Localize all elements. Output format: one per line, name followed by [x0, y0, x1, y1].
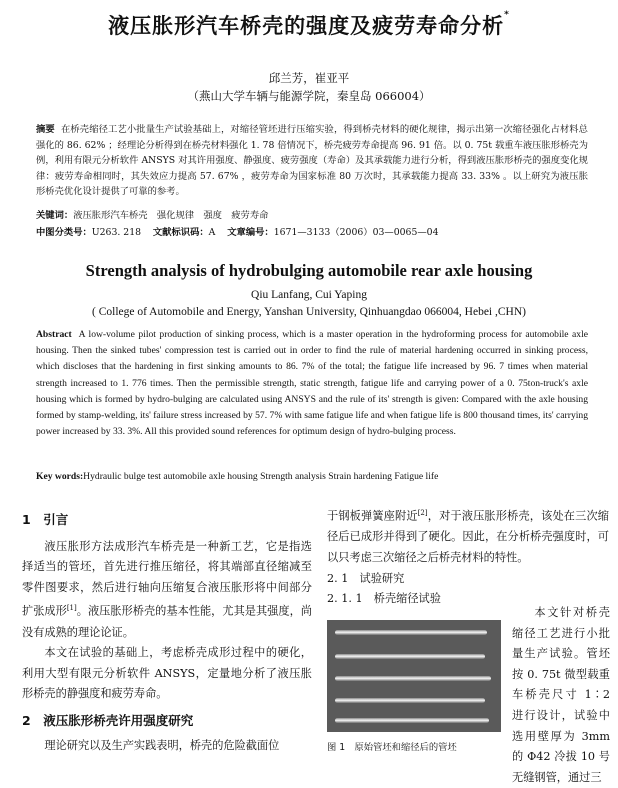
section-1-heading: 1 引言 [22, 512, 69, 527]
abstract-text-en: A low-volume pilot production of sinking process, which is a master operation in the hydroforming process for automobile axle housing. Then the sinked tubes' compression test is carried out in order to find the rule of material hardening occurred in sinking process, which discloses that the hardening in first sinking amounts to 86. 7% of the total; the fatigue life increased by 96. 7 times when material strength increased to 1. 776 times. Then the permissible strength, static strength, fatigue life and carrying power of a 0. 75ton-truck's axle housing which is formed by hydro-bulging are calculated using ANSYS and the rule of its' strength is given: Compared with the axle housing formed by stamp-welding, its' failure stress increased by 57. 7% with same fatigue life and when fatigue life is 800 thousand times, its' carrying power increased by 33. 3%. All this provided sound references for optimum design of hydro-bulging process. [36, 329, 588, 438]
tube-image [335, 630, 487, 635]
left-column [22, 510, 312, 756]
figure-1-tubes-photo [327, 620, 501, 732]
tube-image [335, 718, 489, 723]
keywords-en: Key words:Hydraulic bulge test automobile axle housing Strength analysis Strain hardening Fatigue life [36, 471, 439, 482]
abstract-label-cn: 摘要 [36, 124, 55, 135]
keywords-cn: 关键词：液压胀形汽车桥壳 强化规律 强度 疲劳寿命 [36, 210, 269, 221]
affiliation-en: ( College of Automobile and Energy, Yanshan University, Qinhuangdao 066004, Hebei ,CHN) [92, 306, 526, 318]
abstract-en [36, 327, 588, 440]
paper-title-cn: 液压胀形汽车桥壳的强度及疲劳寿命分析* [108, 10, 510, 38]
abstract-label-en: Abstract [36, 329, 72, 340]
subsection-2-1-1: 2. 1. 1 桥壳缩径试验 [327, 592, 441, 606]
paragraph: 本文在试验的基础上，考虑桥壳成形过程中的硬化，利用大型有限元分析软件 ANSYS，定量地分析了液压胀形桥壳的静强度和疲劳寿命。 [22, 646, 312, 701]
paragraph: 液压胀形方法成形汽车桥壳是一种新工艺，它是指选择适当的管坯，首先进行推压缩径，将其端部直径缩减至零件图要求，然后进行轴向压缩复合液压胀形将中间部分扩张成形[1]。液压胀形桥壳的基本性能，尤其是其强度，尚没有成熟的理论论证。 [22, 539, 312, 639]
tube-image [335, 654, 485, 659]
figure-1-caption: 图 1 原始管坯和缩径后的管坯 [327, 742, 457, 753]
abstract-text-cn: 在桥壳缩径工艺小批量生产试验基础上，对缩径管坯进行压缩实验，得到桥壳材料的硬化规律，揭示出第一次缩径强化占材料总强化的 86. 62% ；经理论分析得到在桥壳材料强化 1. 78 倍情况下，桥壳疲劳寿命提高 96. 91 倍。以 0. 75t 载重车液压胀形桥壳为例，利用有限元分析软件 ANSYS 对其许用强度、静强度、疲劳强度（寿命）及其承载能力进行分析，得到液压胀形桥壳的强度变化规律：疲劳寿命相同时，其失效应力提高 57. 67% ，疲劳寿命为国家标准 80 万次时，其承载能力提高 33. 33% 。以上研究为液压胀形桥壳优化设计提供了可靠的参考。 [36, 124, 588, 197]
affiliation-cn: （燕山大学车辆与能源学院，秦皇岛 066004） [187, 89, 431, 103]
paragraph: 于钢板弹簧座附近[2]，对于液压胀形桥壳，该处在三次缩径后已成形并得到了硬化。因此，在分析桥壳强度时，可以只考虑三次缩径之后桥壳材料的特性。 [327, 509, 609, 564]
abstract-cn [36, 122, 588, 200]
wrapped-text [512, 603, 610, 788]
right-column [327, 503, 609, 610]
authors-cn: 邱兰芳，崔亚平 [268, 71, 350, 85]
title-footnote-mark: * [504, 10, 510, 20]
paper-title-en: Strength analysis of hydrobulging automobile rear axle housing [85, 261, 533, 280]
paragraph: 理论研究以及生产实践表明，桥壳的危险截面位 [44, 738, 280, 752]
authors-en: Qiu Lanfang, Cui Yaping [251, 289, 367, 301]
paragraph: 本文针对桥壳缩径工艺进行小批量生产试验。管坯按 0. 75t 微型载重车桥壳尺寸 1∶2 进行设计，试验中选用壁厚为 3mm 的 Φ42 冷拔 10 号无缝钢管，通过三 [512, 606, 610, 784]
tube-image [335, 698, 485, 703]
tube-image [335, 676, 491, 681]
section-2-heading: 2 液压胀形桥壳许用强度研究 [22, 713, 194, 729]
classification-line: 中图分类号：U263. 218 文献标识码：A 文章编号：1671—3133（2006）03—0065—04 [36, 227, 439, 238]
subsection-2-1: 2. 1 试验研究 [327, 571, 405, 585]
